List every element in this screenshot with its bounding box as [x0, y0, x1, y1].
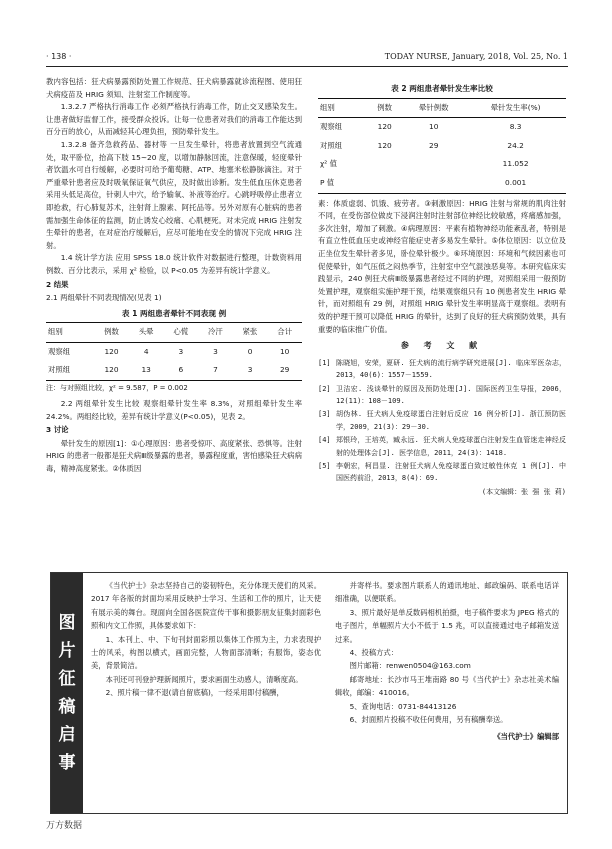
reference-number: [4]	[318, 436, 331, 445]
notice-left	[91, 579, 321, 700]
notice-paragraph: 4、投稿方式：	[349, 648, 399, 658]
table-caption: 表 1 两组患者晕针不同表现 例	[121, 308, 227, 318]
table-cell	[402, 174, 465, 193]
table-cell: 29	[429, 140, 439, 150]
table-cell: 11.052	[502, 159, 529, 169]
editor-note: (本文编辑：张 强 张 莉)	[481, 487, 566, 496]
notice-paragraph: 6、封面照片投稿不收任何费用，另有稿酬奉送。	[349, 715, 508, 725]
reference-item	[318, 383, 566, 408]
notice-right	[335, 579, 559, 744]
paragraph: 素：体质虚弱、饥饿、疲劳者。③刺激原因：HRIG 注射与常规的肌肉注射不同，在受伤部位做皮下浸润注射时注射部位神经比较敏感，疼痛感加强，多次注射，增加了刺激。④病理原因：平素有植物神经功能紊乱者，特别是有直立性低血压史或神经官能症史者多易发生晕针。⑤体位原因：以立位及正坐位发生晕针者多见，卧位晕针极少。⑥环境原因：环境和气候因素也可促使晕针，如气压低之闷热季节，注射室中空气混浊恶臭等。本研究临床实践显示，240 例狂犬病Ⅲ级暴露患者经过不同的护理，对照组采用一般预防处置护理，观察组实施护理干预，结果观察组只有 10 例患者发生 HRIG 晕针，而对照组有 29 例，对照组 HRIG 晕针发生率明显高于观察组。表明有效的护理干预可以降低 HRIG 的晕针，达到了良好的狂犬病预防效果，具有重要的临床推广价值。	[318, 198, 566, 334]
table-note: 注：与对照组比较，χ² = 9.587，P = 0.002	[46, 384, 188, 393]
table-cell: 8.3	[509, 122, 522, 132]
table-cell	[402, 155, 465, 174]
mailing-address: 邮寄地址：长沙市马王堆南路 80 号《当代护士》杂志社美术编辑收，邮编：410016。	[335, 674, 559, 698]
table-cell: 观察组	[48, 346, 71, 356]
tag-character: 事	[58, 753, 76, 773]
tag-character: 征	[58, 669, 76, 689]
reference-number: [2]	[318, 384, 331, 393]
photo-email: 图片邮箱：renwen0504@163.com	[349, 661, 471, 671]
table-cell: 120	[104, 365, 119, 375]
left-column	[46, 76, 302, 476]
tag-character: 图	[58, 613, 76, 633]
reference-item	[318, 460, 566, 485]
table-row	[318, 155, 566, 174]
table-row	[46, 361, 302, 380]
inquiry-phone: 5、查询电话：0731-84413126	[349, 701, 457, 711]
table-cell: 7	[213, 365, 218, 375]
call-for-photos-box	[50, 572, 568, 814]
table-header-cell: 组别	[320, 102, 335, 112]
table-header-cell: 合计	[277, 327, 293, 337]
table-cell: P 值	[320, 177, 335, 187]
tag-character: 启	[58, 725, 76, 745]
table-cell: 3	[178, 346, 184, 356]
reference-item	[318, 434, 566, 459]
table-header-cell: 冷汗	[208, 327, 223, 337]
table-cell: 观察组	[320, 122, 343, 132]
table-cell: 0.001	[505, 177, 527, 187]
table-header-cell: 组别	[48, 327, 63, 337]
paragraph: 1.3.2.7 严格执行消毒工作 必须严格执行消毒工作，防止交叉感染发生。让患者做好监督工作，接受群众投诉。让每一位患者对我们的消毒工作能达到百分百的放心，从而减轻其心理负担，预防晕针发生。	[46, 102, 302, 137]
reference-text: 胡伪林. 狂犬病人免疫球蛋白注射后反应 16 例分析[J]. 浙江预防医学，2009，21(3)：29－30.	[336, 410, 566, 431]
table-cell: 29	[279, 365, 290, 375]
header-rule	[46, 66, 568, 67]
page-header	[46, 50, 568, 64]
table-header-cell: 晕针发生率(%)	[490, 102, 541, 112]
notice-paragraph: 3、照片最好是单反数码相机拍摄，电子稿件要求为 JPEG 格式的电子图片，单幅照片大小不低于 1.5 兆，可以直接通过电子邮箱发送过来。	[335, 607, 559, 644]
table-header-cell: 头晕	[138, 327, 154, 337]
table-header-cell: 心慌	[173, 327, 189, 337]
section-heading: 3 讨论	[46, 425, 69, 435]
paragraph: 2.2 两组晕针发生比较 观察组晕针发生率 8.3%，对照组晕针发生率 24.2%。两组经比较，差异有统计学意义(P<0.05)，见表 2。	[46, 399, 302, 421]
notice-paragraph: 本刊还可刊登护理新闻照片，要求画面生动感人，清晰度高。	[105, 674, 303, 684]
notice-signature: 《当代护士》编辑部	[493, 732, 559, 742]
table-header-cell: 例数	[104, 327, 119, 337]
notice-tag	[51, 573, 83, 813]
reference-item	[318, 408, 566, 433]
table-cell: 120	[377, 140, 392, 150]
table-cell: 10	[429, 122, 439, 132]
table-cell: 24.2	[507, 140, 524, 150]
table-header-cell: 例数	[377, 102, 393, 112]
table-header-cell: 晕针例数	[418, 102, 449, 112]
reference-number: [5]	[318, 461, 331, 470]
paragraph: 1.3.2.8 备齐急救药品、器材等 一旦发生晕针，将患者放置到空气流通处，取平卧位，抬高下肢 15~20 度，以增加静脉回流，注意保暖，轻度晕针者饮温水可自行缓解，必要时可给予葡萄糖、ATP、地塞米松静脉滴注。对于严重晕针患者应及时吸氧保证氧气供应，及时做出诊断。发生低血压休克患者采用头低足高位，针刺人中穴，给予输氧、补液等治疗。心跳呼吸停止患者立即抢救，行心肺复苏术，注射肾上腺素、阿托品等。另外对原有心脏病的患者需加强生命体征的监测，防止诱发心绞痛、心肌梗死。对未完成 HRIG 注射发生晕针的患者，在对症治疗缓解后，应尽可能地在安全的情况下完成 HRIG 注射。	[46, 139, 302, 250]
reference-number: [1]	[318, 358, 331, 367]
reference-text: 李朝宏，柯昌显. 注射狂犬病人免疫球蛋白致过敏性休克 1 例[J]. 中国医药前沿，2013，8(4)：69.	[336, 461, 566, 483]
table-header-cell: 紧张	[242, 327, 258, 337]
table-cell: 13	[141, 365, 151, 375]
reference-text: 陈晓旭，安荣，夏研. 狂犬病的流行病学研究进展[J]. 临床军医杂志，2013，40(6)：1557－1559.	[336, 358, 566, 380]
table-cell: 0	[247, 346, 253, 356]
table-cell	[367, 174, 402, 193]
notice-paragraph: 并寄样书。要求图片联系人的通讯地址、邮政编码、联系电话详细准确，以便联系。	[335, 581, 559, 604]
notice-paragraph: 《当代护士》杂志坚持自己的姿韧特色，充分体现天使们的风采。2017 年各版的封面均采用反映护士学习、生活和工作的照片，让天使有展示美的舞台。现面向全国各医院宣传干事和摄影朋友征集封面彩色照和内文工作照，具体要求如下：	[91, 581, 321, 631]
notice-paragraph: 2、照片稿一律不退(请自留底稿)，一经采用即付稿酬，	[105, 688, 284, 698]
table-2	[318, 98, 566, 194]
references-heading: 参 考 文 献	[400, 341, 484, 351]
table-cell: 对照组	[48, 365, 71, 375]
paragraph: 教内容包括：狂犬病暴露预防处置工作规范、狂犬病暴露就诊流程图、使用狂犬病疫苗及 HRIG 须知、注射室工作制度等。	[46, 77, 302, 99]
table-cell: 4	[143, 346, 149, 356]
journal-title: TODAY NURSE, January, 2018, Vol. 25, No. 1	[384, 52, 568, 61]
reference-number: [3]	[318, 410, 331, 419]
table-cell: 3	[213, 346, 218, 356]
watermark-footer: 万方数据	[46, 821, 83, 831]
paragraph: 1.4 统计学方法 应用 SPSS 18.0 统计软件对数据进行整理，计数资料用例数、百分比表示，采用 χ² 检验，以 P<0.05 为差异有统计学意义。	[46, 253, 302, 275]
tag-character: 片	[58, 641, 76, 661]
table-row	[318, 118, 566, 137]
reference-text: 郑银玲，王培英，臧永远. 狂犬病人免疫球蛋白注射发生血管迷走神经反射的处理体会[J]. 医学信息，2011，24(3)：1418.	[336, 436, 566, 457]
tag-character: 稿	[58, 697, 76, 717]
table-row	[318, 137, 566, 156]
table-1	[46, 322, 302, 381]
notice-paragraph: 1、本刊上、中、下旬刊封面彩照以集体工作照为主，力求表现护士的风采，构图以横式，画面完整，人物面部清晰；有服饰，姿态优美，背景简洁。	[91, 634, 321, 671]
table-cell: χ² 值	[320, 159, 337, 169]
table-caption: 表 2 两组患者晕针发生率比较	[391, 84, 493, 93]
table-row	[318, 174, 566, 193]
paragraph: 晕针发生的原因[1]：①心理原因：患者受惊吓、高度紧张、恐惧等。注射 HRIG 的患者一般都是狂犬病Ⅲ级暴露的患者，暴露程度重，害怕感染狂犬病病毒，精神高度紧张。②体质因	[46, 438, 302, 474]
table-cell: 10	[279, 346, 290, 356]
reference-text: 卫洁宏. 浅谈晕针的原因及预防处理[J]. 国际医药卫生导报，2006，12(11)：108－109.	[336, 384, 566, 405]
table-cell: 120	[377, 122, 392, 132]
right-column	[318, 80, 566, 498]
table-row	[46, 342, 302, 361]
reference-item	[318, 357, 566, 382]
table-cell: 120	[104, 346, 119, 356]
table-cell	[367, 155, 402, 174]
section-heading: 2 结果	[46, 279, 69, 289]
table-cell: 6	[178, 365, 184, 375]
page-number: · 138 ·	[46, 52, 72, 61]
reference-list	[318, 357, 566, 485]
paragraph: 2.1 两组晕针不同表现情况(见表 1)	[46, 293, 162, 303]
table-cell: 对照组	[320, 140, 343, 150]
table-cell: 3	[247, 365, 253, 375]
